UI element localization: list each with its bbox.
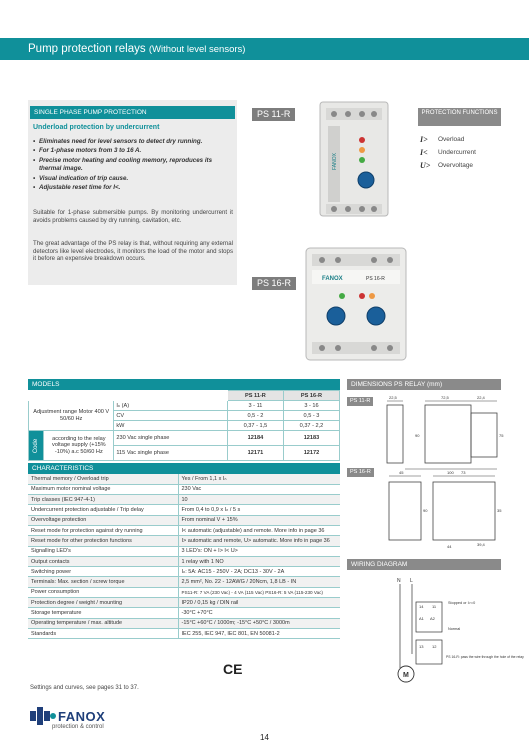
table-cell: 0,37 - 1,5 [227, 421, 283, 431]
terminal-14: 14 [419, 604, 424, 609]
code-label-cell [29, 431, 44, 461]
char-value: IEC 255, IEC 947, IEC 801, EN 50081-2 [178, 628, 340, 638]
dim-label: 73 [461, 470, 466, 475]
char-value: -30°C +70°C [178, 608, 340, 618]
models-table [28, 390, 340, 461]
table-row [28, 536, 340, 546]
wiring-diagram [392, 574, 524, 686]
char-value: PS11-R: 7 VA (230 Vac) - 4 VA (115 Vac) PS16-R: 5 VA (115-230 Vac) [178, 587, 340, 597]
protection-item-overload [420, 133, 476, 146]
feature-item: • Eliminates need for level sensors to detect dry running. [33, 138, 233, 146]
table-row [28, 474, 340, 484]
table-row [28, 628, 340, 638]
table-cell [29, 391, 228, 401]
table-row [28, 505, 340, 515]
dim-label: 75 [499, 433, 504, 438]
table-row [28, 567, 340, 577]
intro-heading: SINGLE PHASE PUMP PROTECTION [30, 106, 235, 119]
characteristics-table [28, 474, 340, 639]
char-label: Terminals: Max. section / screw torque [28, 577, 178, 587]
feature-list [33, 138, 233, 194]
char-label: Signalling LED's [28, 546, 178, 556]
char-label: Trip classes (IEC 947-4-1) [28, 495, 178, 505]
char-label: Operating temperature / max. altitude [28, 618, 178, 628]
ps16-dimension-drawing [385, 470, 510, 555]
char-value: From 0,4 to 0,9 x Iₙ / 5 s [178, 505, 340, 515]
brand-name: FANOX [58, 709, 106, 724]
unit-cell: CV [114, 411, 228, 421]
wire-label-l: L [410, 578, 413, 584]
table-row [28, 484, 340, 494]
terminal-11: 11 [432, 604, 437, 609]
dim-label: 72,5 [441, 395, 449, 400]
table-cell: 0,37 - 2,2 [283, 421, 339, 431]
terminal-a1: A1 [419, 616, 424, 621]
char-value: 3 LED's: ON + I> I< U> [178, 546, 340, 556]
char-label: Thermal memory / Overload trip [28, 474, 178, 484]
table-row [28, 556, 340, 566]
protection-heading: PROTECTION FUNCTIONS [418, 108, 501, 126]
undercurrent-symbol: I< [420, 148, 428, 157]
ps16-device-model: PS 16-R [366, 276, 385, 282]
char-label: Reset mode for other protection functions [28, 536, 178, 546]
dim-label: 44 [447, 544, 452, 549]
description-paragraph-2: The great advantage of the PS relay is that, without requiring any external detectors like level electrodes, it monitors the load of the motor and stops it before an expensive breakdown occurs. [33, 240, 233, 263]
supply-cell: 230 Vac single phase [114, 431, 228, 446]
char-value: 10 [178, 495, 340, 505]
table-row [28, 618, 340, 628]
dim-label: 22,4 [477, 395, 485, 400]
char-value: -15°C +60°C / 1000m; -15°C +50°C / 3000m [178, 618, 340, 628]
overvoltage-symbol: U> [420, 161, 431, 170]
page-number: 14 [260, 733, 269, 742]
dim-label: 90 [415, 433, 420, 438]
wiring-heading: WIRING DIAGRAM [347, 559, 501, 570]
title-text: Pump protection relays [28, 43, 146, 55]
feature-item: • Visual indication of trip cause. [33, 175, 233, 183]
product-tag-ps16: PS 16-R [252, 277, 296, 290]
table-cell: 0,5 - 3 [283, 411, 339, 421]
page-banner [0, 38, 529, 60]
code-label: Code [33, 438, 40, 453]
table-row [28, 525, 340, 535]
state-normal: Normal [448, 627, 461, 631]
table-row [29, 431, 340, 446]
feature-item: • For 1-phase motors from 3 to 16 A. [33, 147, 233, 155]
table-row [28, 608, 340, 618]
table-cell: 3 - 11 [227, 401, 283, 411]
char-label: Standards [28, 628, 178, 638]
char-label: Output contacts [28, 556, 178, 566]
feature-item: • Adjustable reset time for I<. [33, 184, 233, 192]
dim-label: 35 [497, 508, 502, 513]
models-heading: MODELS [28, 379, 340, 390]
table-cell: 3 - 16 [283, 401, 339, 411]
table-row [28, 587, 340, 597]
terminal-12: 12 [432, 644, 437, 649]
terminal-13: 13 [419, 644, 424, 649]
supply-cell: 115 Vac single phase [114, 446, 228, 461]
settings-note: Settings and curves, see pages 31 to 37. [30, 685, 139, 691]
supply-label: according to the relay voltage supply (+15% -10%) a.c 50/60 Hz [44, 431, 114, 461]
ps16-device-label: FANOX [322, 276, 343, 282]
ps11-device-label: FANOX [332, 153, 338, 170]
protection-list [420, 133, 476, 172]
char-value: 1 relay with 1 NO [178, 556, 340, 566]
char-value: 230 Vac [178, 484, 340, 494]
table-row [28, 598, 340, 608]
characteristics-heading: CHARACTERISTICS [28, 463, 340, 474]
terminal-a2: A2 [430, 616, 435, 621]
char-value: I< automatic (adjustable) and remote. More info in page 36 [178, 525, 340, 535]
protection-item-overvoltage [420, 159, 476, 172]
char-label: Undercurrent protection adjustable / Trip delay [28, 505, 178, 515]
wire-label-n: N [397, 578, 401, 584]
table-row [29, 391, 340, 401]
char-label: Maximum motor nominal voltage [28, 484, 178, 494]
dim-label: 22,5 [389, 395, 397, 400]
dimensions-heading: DIMENSIONS PS RELAY (mm) [347, 379, 501, 390]
state-stopped: Stopped or I>=0 [448, 601, 476, 605]
dim-tag-ps16: PS 16-R [347, 468, 374, 477]
char-label: Protection degree / weight / mounting [28, 598, 178, 608]
protection-item-undercurrent [420, 146, 476, 159]
protection-label: Overload [438, 136, 465, 143]
ce-mark: CE [223, 661, 243, 677]
char-value: IP20 / 0,15 kg / DIN rail [178, 598, 340, 608]
ps16-relay-image [302, 246, 412, 364]
overload-symbol: I> [420, 135, 428, 144]
adjustment-label: Adjustment range Motor 400 V 50/60 Hz [29, 401, 114, 431]
dim-label: 45 [399, 470, 404, 475]
table-header-cell: PS 11-R [227, 391, 283, 401]
protection-label: Overvoltage [438, 162, 474, 169]
char-label: Power consumption [28, 587, 178, 597]
table-cell: 12183 [283, 431, 339, 446]
protection-label: Undercurrent [438, 149, 476, 156]
brand-tagline: protection & control [52, 724, 104, 730]
dim-tag-ps11: PS 11-R [347, 397, 373, 406]
char-value: 2,5 mm², No. 22 - 12AWG / 20Ncm, 1,8 LB - IN [178, 577, 340, 587]
dim-label: 39,4 [477, 542, 485, 547]
dim-label: 100 [447, 470, 454, 475]
char-value: Yes / From 1,1 x Iₙ [178, 474, 340, 484]
table-row [29, 401, 340, 411]
title-subtitle: (Without level sensors) [148, 44, 246, 55]
table-cell: 12172 [283, 446, 339, 461]
char-label: Reset mode for protection against dry running [28, 525, 178, 535]
ps11-relay-image [312, 100, 402, 220]
table-row [28, 495, 340, 505]
table-row [28, 546, 340, 556]
table-cell: 0,5 - 2 [227, 411, 283, 421]
motor-label: M [403, 672, 409, 679]
char-value: Iₙ: 5A: AC15 - 250V - 2A; DC13 - 30V - 2A [178, 567, 340, 577]
table-cell: 12171 [227, 446, 283, 461]
unit-cell: kW [114, 421, 228, 431]
table-header-cell: PS 16-R [283, 391, 339, 401]
page-title [28, 43, 245, 55]
product-tag-ps11: PS 11-R [252, 108, 295, 121]
table-row [28, 577, 340, 587]
char-label: Switching power [28, 567, 178, 577]
char-value: I> automatic and remote, U> automatic. More info in page 36 [178, 536, 340, 546]
feature-item: • Precise motor heating and cooling memory, reproduces its thermal image. [33, 157, 233, 174]
char-label: Overvoltage protection [28, 515, 178, 525]
char-value: From nominal V + 15% [178, 515, 340, 525]
table-cell: 12184 [227, 431, 283, 446]
ps11-dimension-drawing [385, 395, 510, 475]
unit-cell: Iₙ (A) [114, 401, 228, 411]
intro-subheading: Underload protection by undercurrent [33, 124, 160, 131]
char-label: Storage temperature [28, 608, 178, 618]
table-row [28, 515, 340, 525]
ps16-wire-note: PS 16-R: pass the wire through the hole of the relay [446, 655, 524, 659]
dim-label: 90 [423, 508, 428, 513]
description-paragraph-1: Suitable for 1-phase submersible pumps. By monitoring undercurrent it avoids problems caused by dry running, cavitation, etc. [33, 209, 233, 224]
